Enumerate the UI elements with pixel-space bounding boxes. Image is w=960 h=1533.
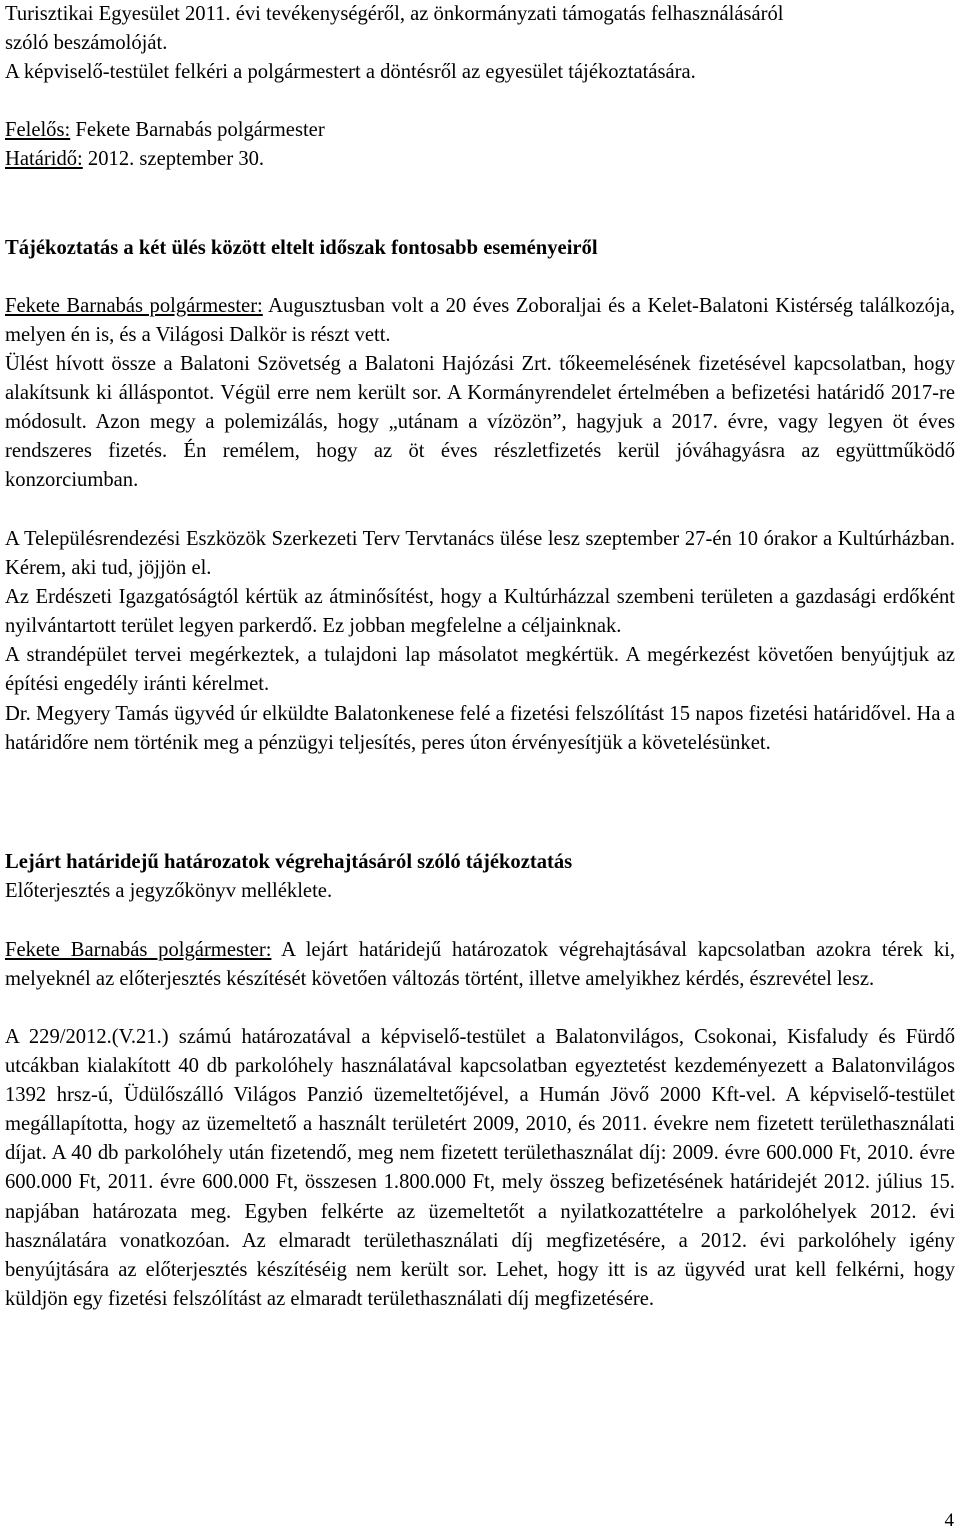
responsible-value: Fekete Barnabás polgármester [70,119,325,141]
section1-paragraph-6: Dr. Megyery Tamás ügyvéd úr elküldte Balatonkenese felé a fizetési felszólítást 15 napos fizetési határidővel. Ha a határidőre nem történik meg a pénzügyi teljesítés, peres úton érvényesítjük a követelésünket. [5,703,955,755]
section1-paragraph-5: A strandépület tervei megérkeztek, a tulajdoni lap másolatot megkértük. A megérkezést követően benyújtjuk az építési engedély iránti kérelmet. [5,644,955,696]
section2-p1-text: A lejárt határidejű határozatok végrehajtásával kapcsolatban azokra térek ki, melyeknél az előterjesztés készítését követően változás történt, illetve amelyikhez kérdés, észrevétel lesz. [5,939,955,991]
section1-paragraph-1 [5,292,955,350]
section1-paragraph-2: Ülést hívott össze a Balatoni Szövetség a Balatoni Hajózási Zrt. tőkeemelésének fizetésével kapcsolatban, hogy alakítsunk ki álláspontot. Végül erre nem került sor. A Kormányrendelet értelmében a befizetési határidő 2017-re módosult. Azon megy a polemizálás, hogy „utánam a vízözön”, hagyjuk a 2017. évre, vagy legyen öt éves rendszeres fizetés. Én remélem, hogy az öt éves részletfizetés kerül jóváhagyásra az együttműködő konzorciumban. [5,353,955,492]
section2-heading: Lejárt határidejű határozatok végrehajtásáról szóló tájékoztatás [5,851,573,873]
request-paragraph: A képviselő-testület felkéri a polgármestert a döntésről az egyesület tájékoztatására. [5,61,696,83]
deadline-label: Határidő: [5,148,83,171]
section2-paragraph-2: A 229/2012.(V.21.) számú határozatával a képviselő-testület a Balatonvilágos, Csokonai, Kisfaludy és Fürdő utcákban kialakított 40 db parkolóhely használatával kapcsolatban egyeztetést kezdeményezett a Balatonvilágos 1392 hrsz-ú, Üdülőszálló Világos Panzió üzemeltetőjével, a Humán Jövő 2000 Kft-vel. A képviselő-testület megállapította, hogy az üzemeltető a használt területért 2009, 2010, és 2011. évekre nem fizetett területhasználati díjat. A 40 db parkolóhely után fizetendő, meg nem fizetett területhasználat díj: 2009. évre 600.000 Ft, 2010. évre 600.000 Ft, 2011. évre 600.000 Ft, összesen 1.800.000 Ft, mely összeg befizetésének határidejét 2012. július 15. napjában határozata meg. Egyben felkérte az üzemeltetőt a nyilatkozattételre a parkolóhelyek 2012. évi használatára vonatkozóan. Az elmaradt területhasználati díj megfizetésére, a 2012. évi parkolóhely igény benyújtására az előterjesztés készítéséig nem került sor. Lehet, hogy itt is az ügyvéd urat kell felkérni, hogy küldjön egy fizetési felszólítást az elmaradt területhasználati díj megfizetésére. [5,1026,955,1310]
deadline-value: 2012. szeptember 30. [82,148,265,171]
section1-paragraph-4: Az Erdészeti Igazgatóságtól kértük az átminősítést, hogy a Kultúrházzal szembeni területen a gazdasági erdőként nyilvántartott terület legyen parkerdő. Ez jobban megfelelne a céljainknak. [5,586,955,638]
responsible-paragraph [5,116,955,174]
intro-line-2: szóló beszámolóját. [5,32,168,55]
section1-heading: Tájékoztatás a két ülés között eltelt időszak fontosabb eseményeiről [5,237,598,259]
speaker-label: Fekete Barnabás polgármester: [5,295,263,317]
intro-line-1: Turisztikai Egyesület 2011. évi tevékenységéről, az önkormányzati támogatás felhasználásáról [5,3,784,25]
section2-subtitle: Előterjesztés a jegyzőkönyv melléklete. [5,880,333,902]
section2-paragraph-1 [5,936,955,994]
section1-p1-text: Augusztusban volt a 20 éves Zoboraljai és a Kelet-Balatoni Kistérség találkozója, melyen én is, és a Világosi Dalkör is részt vett. [5,295,955,347]
responsible-label: Felelős: [5,119,71,141]
speaker-label: Fekete Barnabás polgármester: [5,939,272,961]
page-number: 4 [944,1510,954,1531]
intro-paragraph [5,0,955,58]
section1-paragraph-3: A Településrendezési Eszközök Szerkezeti Terv Tervtanács ülése lesz szeptember 27-én 10 órakor a Kultúrházban. Kérem, aki tud, jöjjön el. [5,528,955,580]
